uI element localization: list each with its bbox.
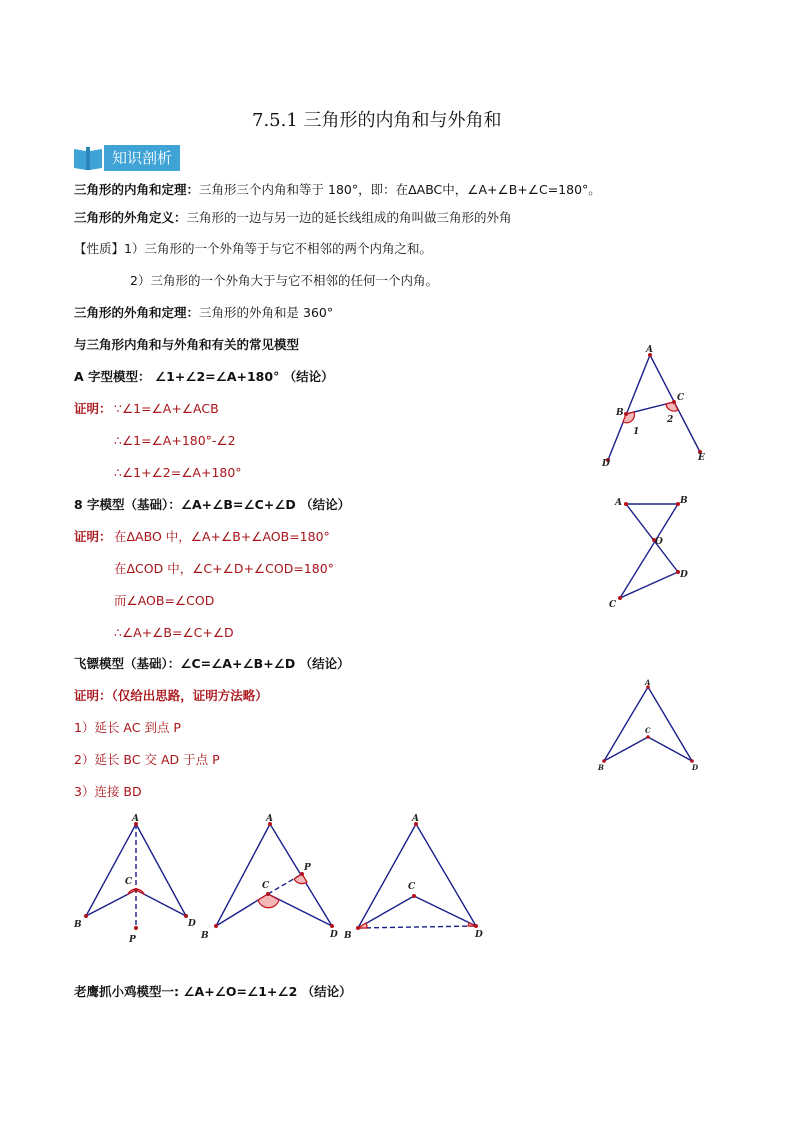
label-1: 1 [633, 427, 640, 437]
label-c: C [408, 882, 416, 892]
label-b: B [344, 931, 352, 941]
eight-proof-step-4: ∴∠A+∠B=∠C+∠D [114, 625, 234, 640]
dart-proof-hint: （仅给出思路，证明方法略） [111, 688, 268, 703]
label-d: D [188, 919, 196, 929]
label-a: A [132, 814, 139, 824]
point-c [134, 888, 138, 892]
a-proof-label: 证明： [74, 401, 112, 416]
label-p: P [304, 863, 311, 873]
label-b: B [598, 763, 604, 772]
label-c: C [609, 600, 617, 610]
dart-proof-line [74, 688, 268, 704]
point-b [214, 924, 218, 928]
label-d: D [680, 570, 688, 580]
exterior-angle-definition-text: 三角形的一边与另一边的延长线组成的角叫做三角形的外角 [186, 210, 512, 225]
a-model-figure [590, 340, 720, 470]
label-d: D [602, 459, 610, 469]
line-a-d [626, 504, 678, 572]
line-a-b [216, 824, 270, 926]
point-a [624, 502, 628, 506]
line-a-d [136, 824, 186, 916]
dart-method-3-figure [340, 810, 490, 950]
point-d [474, 924, 478, 928]
dart-proof-label: 证明： [74, 688, 112, 703]
dart-model-heading: 飞镖模型（基础）：∠C=∠A+∠B+∠D （结论） [74, 656, 350, 671]
point-c [412, 894, 416, 898]
exterior-angle-sum-text: 三角形的外角和是 360° [199, 305, 334, 320]
section-banner: 知识剖析 [104, 145, 180, 171]
label-a: A [615, 498, 622, 508]
line-a-b [604, 687, 648, 761]
label-b: B [680, 496, 688, 506]
inner-angle-sum-text: 三角形三个内角和等于 180°，即：在ΔABC中，∠A+∠B+∠C=180°。 [199, 182, 601, 197]
label-d: D [330, 930, 338, 940]
eight-proof-step-1: 在ΔABO 中，∠A+∠B+∠AOB=180° [114, 529, 330, 544]
point-b [84, 914, 88, 918]
point-d [184, 914, 188, 918]
label-d: D [692, 763, 699, 772]
eagle-model-heading: 老鹰抓小鸡模型一: ∠A+∠O=∠1+∠2 （结论） [74, 984, 352, 999]
dart-method-2-figure [196, 810, 346, 950]
a-model-heading: A 字型模型： ∠1+∠2=∠A+180° （结论） [74, 369, 334, 384]
line-a-d [608, 355, 650, 460]
label-a: A [645, 678, 651, 687]
point-c [646, 735, 650, 739]
property-1: 【性质】1）三角形的一个外角等于与它不相邻的两个内角之和。 [74, 241, 432, 256]
line-b-d-dashed [358, 926, 476, 928]
label-p: P [129, 935, 136, 945]
exterior-angle-sum-line [74, 305, 333, 321]
label-c: C [262, 881, 270, 891]
eight-proof-step-2: 在ΔCOD 中，∠C+∠D+∠COD=180° [114, 561, 334, 576]
eight-model-heading: 8 字模型（基础）：∠A+∠B=∠C+∠D （结论） [74, 497, 351, 512]
line-a-b [358, 824, 416, 928]
eight-proof-step-3: 而∠AOB=∠COD [114, 593, 215, 608]
page-title: 7.5.1 三角形的内角和与外角和 [252, 110, 502, 131]
a-proof-step-2: ∴∠1=∠A+180°-∠2 [114, 433, 236, 448]
dart-step-3: 3）连接 BD [74, 784, 142, 799]
point-c [266, 892, 270, 896]
point-c [672, 400, 676, 404]
label-o: O [655, 537, 663, 547]
label-b: B [201, 931, 209, 941]
point-d [330, 924, 334, 928]
dart-model-figure [590, 675, 710, 775]
label-a: A [412, 814, 419, 824]
label-b: B [616, 408, 624, 418]
label-d: D [475, 930, 483, 940]
angle-p-arc [294, 874, 307, 884]
point-b [624, 412, 628, 416]
a-proof-step-3: ∴∠1+∠2=∠A+180° [114, 465, 242, 480]
label-a: A [646, 345, 653, 355]
a-proof-step-1: ∵∠1=∠A+∠ACB [114, 401, 219, 416]
inner-angle-sum-line [74, 182, 601, 198]
label-a: A [266, 814, 273, 824]
label-c: C [125, 877, 133, 887]
eight-model-figure [600, 490, 710, 610]
exterior-angle-definition-label: 三角形的外角定义： [74, 210, 187, 225]
eight-proof-label: 证明： [74, 529, 112, 544]
property-2: 2）三角形的一个外角大于与它不相邻的任何一个内角。 [130, 273, 438, 288]
dart-step-1: 1）延长 AC 到点 P [74, 720, 181, 735]
label-c: C [677, 393, 685, 403]
point-c [618, 596, 622, 600]
line-b-c [620, 504, 678, 598]
line-a-d [416, 824, 476, 926]
label-e: E [698, 453, 705, 463]
label-c: C [645, 726, 651, 735]
point-b [356, 926, 360, 930]
label-2: 2 [667, 415, 674, 425]
inner-angle-sum-label: 三角形的内角和定理： [74, 182, 200, 197]
models-heading: 与三角形内角和与外角和有关的常见模型 [74, 337, 300, 352]
exterior-angle-definition-line [74, 210, 512, 226]
point-p [134, 926, 138, 930]
line-a-d [648, 687, 692, 761]
book-icon [72, 144, 104, 172]
angle-2-arc [666, 402, 678, 411]
label-b: B [74, 920, 82, 930]
angle-c-arc [258, 894, 279, 908]
dart-method-1-figure [66, 810, 206, 950]
exterior-angle-sum-label: 三角形的外角和定理： [74, 305, 200, 320]
line-a-b [86, 824, 136, 916]
dart-step-2: 2）延长 BC 交 AD 于点 P [74, 752, 220, 767]
